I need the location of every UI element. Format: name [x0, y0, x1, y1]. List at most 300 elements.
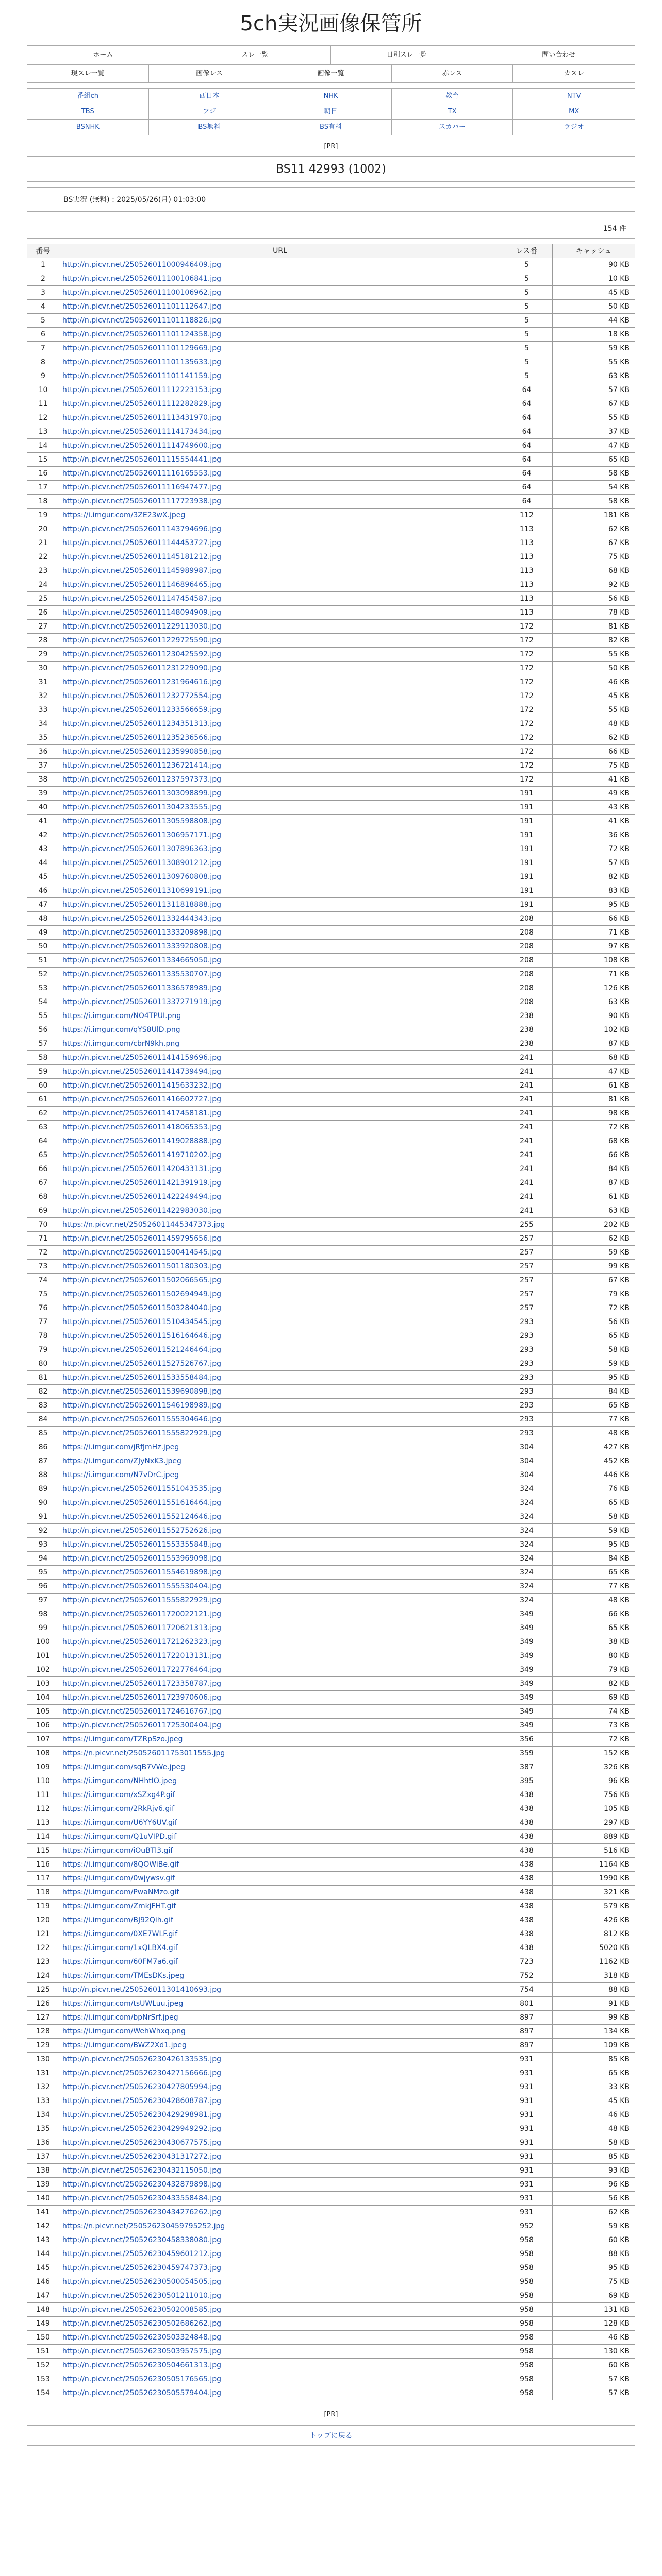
row-number: 6 [27, 328, 59, 342]
image-url-link[interactable]: http://n.picvr.net/250526011116947477.jpg [62, 483, 222, 492]
image-url-link[interactable]: http://n.picvr.net/250526230502686262.jpg [62, 2319, 222, 2328]
row-number: 11 [27, 397, 59, 411]
image-url-link[interactable]: https://i.imgur.com/NHhtIO.jpeg [62, 1777, 177, 1785]
image-url-link[interactable]: http://n.picvr.net/250526011116165553.jpg [62, 469, 222, 478]
res-number: 191 [501, 870, 553, 884]
row-number: 59 [27, 1065, 59, 1079]
image-url-link[interactable]: http://n.picvr.net/250526230428608787.jpg [62, 2097, 222, 2105]
table-row [27, 1691, 635, 1705]
image-url-link[interactable]: http://n.picvr.net/250526011000946409.jpg [62, 261, 222, 269]
image-url-link[interactable]: http://n.picvr.net/250526011720022121.jpg [62, 1610, 222, 1618]
res-number: 304 [501, 1468, 553, 1482]
row-number: 147 [27, 2289, 59, 2303]
url-cell [59, 342, 501, 355]
row-number: 31 [27, 675, 59, 689]
image-url-link[interactable]: https://i.imgur.com/tsUWLuu.jpeg [62, 1999, 184, 2008]
cache-size: 62 KB [553, 522, 635, 536]
image-url-link[interactable]: http://n.picvr.net/250526011231229090.jpg [62, 664, 222, 672]
image-url-link[interactable]: http://n.picvr.net/250526011459795656.jpg [62, 1234, 222, 1243]
image-url-link[interactable]: http://n.picvr.net/250526230459601212.jpg [62, 2250, 222, 2258]
image-url-link[interactable]: http://n.picvr.net/250526011554619898.jpg [62, 1568, 222, 1577]
image-url-link[interactable]: http://n.picvr.net/250526011539690898.jpg [62, 1387, 222, 1396]
image-url-link[interactable]: http://n.picvr.net/250526011117723938.jpg [62, 497, 222, 505]
nav-home[interactable]: ホーム [27, 46, 179, 64]
url-cell [59, 870, 501, 884]
image-url-link[interactable]: http://n.picvr.net/250526011143794696.jpg [62, 525, 222, 533]
image-url-link[interactable]: https://n.picvr.net/250526011753011555.jpg [62, 1749, 225, 1757]
image-table [27, 244, 635, 2400]
res-number: 208 [501, 926, 553, 940]
image-url-link[interactable]: http://n.picvr.net/250526011720621313.jpg [62, 1624, 222, 1632]
table-row [27, 1566, 635, 1580]
image-url-link[interactable]: http://n.picvr.net/250526011416602727.jpg [62, 1095, 222, 1104]
image-url-link[interactable]: https://i.imgur.com/ZJyNxK3.jpeg [62, 1457, 181, 1465]
image-url-link[interactable]: http://n.picvr.net/250526011722776464.jpg [62, 1666, 222, 1674]
image-url-link[interactable]: http://n.picvr.net/250526011527526767.jpg [62, 1360, 222, 1368]
res-number: 257 [501, 1246, 553, 1260]
image-url-link[interactable]: http://n.picvr.net/250526011422249494.jpg [62, 1193, 222, 1201]
res-number: 293 [501, 1315, 553, 1329]
image-url-link[interactable]: http://n.picvr.net/250526011332444343.jpg [62, 914, 222, 923]
image-url-link[interactable]: http://n.picvr.net/250526011333209898.jpg [62, 928, 222, 937]
image-url-link[interactable]: https://i.imgur.com/1xQLBX4.gif [62, 1944, 178, 1952]
row-number: 20 [27, 522, 59, 536]
row-number: 28 [27, 634, 59, 648]
image-url-link[interactable]: http://n.picvr.net/250526230502008585.jpg [62, 2306, 222, 2314]
image-url-link[interactable]: http://n.picvr.net/250526011112282829.jpg [62, 400, 222, 408]
image-url-link[interactable]: https://i.imgur.com/TZRpSzo.jpeg [62, 1735, 183, 1743]
url-cell [59, 2289, 501, 2303]
table-row [27, 2150, 635, 2164]
table-row [27, 1315, 635, 1329]
image-url-link[interactable]: http://n.picvr.net/250526230427805994.jpg [62, 2083, 222, 2091]
image-url-link[interactable]: https://i.imgur.com/jRfJmHz.jpeg [62, 1443, 179, 1451]
image-url-link[interactable]: http://n.picvr.net/250526011333920808.jpg [62, 942, 222, 951]
channel-link[interactable]: BS有料 [270, 120, 392, 135]
image-url-link[interactable]: http://n.picvr.net/250526011420433131.jpg [62, 1165, 222, 1173]
image-url-link[interactable]: http://n.picvr.net/250526011521246464.jpg [62, 1346, 222, 1354]
url-cell [59, 1872, 501, 1886]
image-url-link[interactable]: https://i.imgur.com/ZmkjFHT.gif [62, 1902, 176, 1910]
image-url-link[interactable]: http://n.picvr.net/250526230458338080.jpg [62, 2236, 222, 2244]
image-url-link[interactable]: http://n.picvr.net/250526011147454587.jpg [62, 595, 222, 603]
cache-size: 43 KB [553, 801, 635, 815]
row-number: 2 [27, 272, 59, 286]
res-number: 324 [501, 1538, 553, 1552]
image-url-link[interactable]: https://i.imgur.com/TMEsDKs.jpeg [62, 1972, 185, 1980]
image-url-link[interactable]: https://i.imgur.com/2RkRjv6.gif [62, 1805, 175, 1813]
image-url-link[interactable]: https://n.picvr.net/250526011445347373.jpg [62, 1221, 225, 1229]
table-row [27, 2233, 635, 2247]
table-row [27, 550, 635, 564]
image-url-link[interactable]: http://n.picvr.net/250526230459747373.jpg [62, 2264, 222, 2272]
cache-size: 55 KB [553, 355, 635, 369]
image-url-link[interactable]: http://n.picvr.net/250526011229725590.jpg [62, 636, 222, 645]
image-url-link[interactable]: http://n.picvr.net/250526011533558484.jpg [62, 1374, 222, 1382]
table-row [27, 662, 635, 675]
url-cell [59, 1093, 501, 1107]
res-number: 172 [501, 675, 553, 689]
image-url-link[interactable]: http://n.picvr.net/250526011421391919.jpg [62, 1179, 222, 1187]
image-url-link[interactable]: http://n.picvr.net/250526011307896363.jpg [62, 845, 222, 853]
image-url-link[interactable]: http://n.picvr.net/250526011232772554.jpg [62, 692, 222, 700]
image-url-link[interactable]: http://n.picvr.net/250526011309760808.jpg [62, 873, 222, 881]
res-number: 293 [501, 1329, 553, 1343]
row-number: 69 [27, 1204, 59, 1218]
row-number: 52 [27, 968, 59, 981]
image-url-link[interactable]: https://i.imgur.com/cbrN9kh.png [62, 1040, 180, 1048]
cache-size: 65 KB [553, 2066, 635, 2080]
image-url-link[interactable]: https://i.imgur.com/iOuBTl3.gif [62, 1846, 173, 1855]
nav-thread-list[interactable]: スレ一覧 [179, 46, 332, 64]
cache-size: 56 KB [553, 2192, 635, 2206]
image-url-link[interactable]: http://n.picvr.net/250526011335530707.jpg [62, 970, 222, 978]
row-number: 43 [27, 842, 59, 856]
row-number: 143 [27, 2233, 59, 2247]
row-number: 134 [27, 2108, 59, 2122]
image-url-link[interactable]: http://n.picvr.net/250526011234351313.jpg [62, 720, 222, 728]
image-url-link[interactable]: http://n.picvr.net/250526011502066565.jpg [62, 1276, 222, 1284]
image-url-link[interactable]: https://i.imgur.com/bpNrSrf.jpeg [62, 2013, 178, 2022]
image-url-link[interactable]: http://n.picvr.net/250526011145989987.jpg [62, 567, 222, 575]
image-url-link[interactable]: http://n.picvr.net/250526230503957575.jpg [62, 2347, 222, 2355]
url-cell [59, 759, 501, 773]
table-row [27, 1357, 635, 1371]
image-url-link[interactable]: http://n.picvr.net/250526230501211010.jpg [62, 2292, 222, 2300]
table-row [27, 2066, 635, 2080]
image-url-link[interactable]: http://n.picvr.net/250526011551616464.jpg [62, 1499, 222, 1507]
image-url-link[interactable]: http://n.picvr.net/250526011231964616.jpg [62, 678, 222, 686]
nav-image-res[interactable]: 画像レス [149, 65, 271, 82]
row-number: 149 [27, 2317, 59, 2331]
channel-link[interactable]: TX [392, 104, 514, 120]
url-cell [59, 787, 501, 801]
image-url-link[interactable]: http://n.picvr.net/250526230430677575.jpg [62, 2139, 222, 2147]
image-url-link[interactable]: http://n.picvr.net/250526230505579404.jpg [62, 2389, 222, 2397]
image-url-link[interactable]: http://n.picvr.net/250526011552124646.jpg [62, 1513, 222, 1521]
row-number: 87 [27, 1454, 59, 1468]
url-cell [59, 1315, 501, 1329]
nav-contact[interactable]: 問い合わせ [542, 51, 576, 59]
image-url-link[interactable]: https://i.imgur.com/qYS8UlD.png [62, 1026, 180, 1034]
row-number: 105 [27, 1705, 59, 1719]
image-url-link[interactable]: http://n.picvr.net/250526011311818888.jpg [62, 901, 222, 909]
image-url-link[interactable]: http://n.picvr.net/250526011148094909.jpg [62, 608, 222, 617]
row-number: 44 [27, 856, 59, 870]
image-url-link[interactable]: http://n.picvr.net/250526230504661313.jpg [62, 2361, 222, 2369]
image-url-link[interactable]: http://n.picvr.net/250526011145181212.jpg [62, 553, 222, 561]
image-url-link[interactable]: http://n.picvr.net/250526011101141159.jpg [62, 372, 222, 380]
image-url-link[interactable]: http://n.picvr.net/250526011414739494.jpg [62, 1067, 222, 1076]
image-url-link[interactable]: https://i.imgur.com/0wjywsv.gif [62, 1874, 175, 1883]
channel-link[interactable]: 西日本 [149, 89, 271, 104]
row-number: 74 [27, 1274, 59, 1287]
cache-size: 67 KB [553, 1274, 635, 1287]
image-url-link[interactable]: http://n.picvr.net/250526011101124358.jpg [62, 330, 222, 338]
image-url-link[interactable]: http://n.picvr.net/250526011101129669.jpg [62, 344, 222, 352]
image-url-link[interactable]: http://n.picvr.net/250526230426133535.jpg [62, 2055, 222, 2063]
channel-link[interactable]: MX [513, 104, 635, 120]
table-row [27, 2025, 635, 2039]
image-url-link[interactable]: http://n.picvr.net/250526011502694949.jpg [62, 1290, 222, 1298]
image-url-link[interactable]: http://n.picvr.net/250526011555822929.jpg [62, 1596, 222, 1604]
image-url-link[interactable]: http://n.picvr.net/250526011114173434.jpg [62, 428, 222, 436]
image-url-link[interactable]: http://n.picvr.net/250526011115554441.jpg [62, 455, 222, 464]
image-url-link[interactable]: http://n.picvr.net/250526011113431970.jpg [62, 414, 222, 422]
image-url-link[interactable]: http://n.picvr.net/250526011500414545.jpg [62, 1248, 222, 1257]
image-url-link[interactable]: http://n.picvr.net/250526011417458181.jpg [62, 1109, 222, 1117]
url-cell [59, 1274, 501, 1287]
image-url-link[interactable]: http://n.picvr.net/250526230432879898.jpg [62, 2180, 222, 2189]
image-url-link[interactable]: http://n.picvr.net/250526011144453727.jpg [62, 539, 222, 547]
image-url-link[interactable]: http://n.picvr.net/250526011334665050.jpg [62, 956, 222, 964]
table-row [27, 2219, 635, 2233]
res-number: 438 [501, 1802, 553, 1816]
image-url-link[interactable]: http://n.picvr.net/250526230433558484.jpg [62, 2194, 222, 2202]
url-cell [59, 1357, 501, 1371]
channel-link[interactable]: BS無料 [149, 120, 271, 135]
image-url-link[interactable]: http://n.picvr.net/250526230434276262.jpg [62, 2208, 222, 2216]
url-cell [59, 286, 501, 300]
image-url-link[interactable]: http://n.picvr.net/250526011305598808.jpg [62, 817, 222, 825]
image-url-link[interactable]: http://n.picvr.net/250526011553355848.jpg [62, 1540, 222, 1549]
image-url-link[interactable]: http://n.picvr.net/250526011230425592.jpg [62, 650, 222, 658]
image-url-link[interactable]: http://n.picvr.net/250526011233566659.jpg [62, 706, 222, 714]
url-cell [59, 2386, 501, 2400]
image-url-link[interactable]: https://n.picvr.net/250526230459795252.jpg [62, 2222, 225, 2230]
row-number: 106 [27, 1719, 59, 1733]
url-cell [59, 1941, 501, 1955]
row-number: 34 [27, 717, 59, 731]
image-url-link[interactable]: http://n.picvr.net/250526011310699191.jpg [62, 887, 222, 895]
image-url-link[interactable]: http://n.picvr.net/250526011510434545.jpg [62, 1318, 222, 1326]
res-number: 958 [501, 2359, 553, 2372]
image-url-link[interactable]: http://n.picvr.net/250526011100106841.jpg [62, 275, 222, 283]
res-number: 113 [501, 578, 553, 592]
cache-size: 88 KB [553, 2247, 635, 2261]
table-row [27, 2011, 635, 2025]
image-url-link[interactable]: http://n.picvr.net/250526011146896465.jpg [62, 581, 222, 589]
table-row [27, 1900, 635, 1913]
image-url-link[interactable]: https://i.imgur.com/0XE7WLF.gif [62, 1930, 178, 1938]
image-url-link[interactable]: http://n.picvr.net/250526011235236566.jpg [62, 734, 222, 742]
image-url-link[interactable]: http://n.picvr.net/250526011337271919.jpg [62, 998, 222, 1006]
image-url-link[interactable]: http://n.picvr.net/250526230500054505.jpg [62, 2278, 222, 2286]
channel-link[interactable]: ラジオ [564, 123, 584, 131]
sub-navigation [27, 65, 635, 83]
image-url-link[interactable]: http://n.picvr.net/250526011555304646.jpg [62, 1415, 222, 1423]
row-number: 125 [27, 1983, 59, 1997]
image-url-link[interactable]: https://i.imgur.com/BWZ2Xd1.jpeg [62, 2041, 187, 2049]
url-cell [59, 1176, 501, 1190]
table-row [27, 342, 635, 355]
channel-link[interactable]: BSNHK [27, 120, 149, 135]
channel-link[interactable]: NHK [270, 89, 392, 104]
cache-size: 44 KB [553, 314, 635, 328]
table-row [27, 258, 635, 272]
channel-link[interactable]: スカパー [392, 120, 514, 135]
image-url-link[interactable]: http://n.picvr.net/250526011501180303.jpg [62, 1262, 222, 1270]
image-url-link[interactable]: https://i.imgur.com/U6YY6UV.gif [62, 1819, 177, 1827]
image-url-link[interactable]: https://i.imgur.com/8QOWiBe.gif [62, 1860, 179, 1869]
table-row [27, 815, 635, 828]
image-url-link[interactable]: http://n.picvr.net/250526011101112647.jpg [62, 302, 222, 311]
cache-size: 426 KB [553, 1913, 635, 1927]
image-url-link[interactable]: http://n.picvr.net/250526011721262323.jpg [62, 1638, 222, 1646]
url-cell [59, 1162, 501, 1176]
cache-size: 46 KB [553, 2331, 635, 2345]
cache-size: 516 KB [553, 1844, 635, 1858]
image-url-link[interactable]: http://n.picvr.net/250526011235990858.jpg [62, 748, 222, 756]
res-number: 64 [501, 397, 553, 411]
image-url-link[interactable]: https://i.imgur.com/NO4TPUI.png [62, 1012, 181, 1020]
image-url-link[interactable]: http://n.picvr.net/250526011723358787.jpg [62, 1680, 222, 1688]
footer-pr-label: [PR] [324, 2411, 338, 2418]
channel-link[interactable]: 教育 [392, 89, 514, 104]
table-row [27, 954, 635, 968]
image-url-link[interactable]: http://n.picvr.net/250526230427156666.jpg [62, 2069, 222, 2077]
cache-size: 889 KB [553, 1830, 635, 1844]
channel-link[interactable]: 朝日 [270, 104, 392, 120]
image-url-link[interactable]: http://n.picvr.net/250526011112223153.jpg [62, 386, 222, 394]
image-url-link[interactable]: http://n.picvr.net/250526011100106962.jpg [62, 289, 222, 297]
image-url-link[interactable]: http://n.picvr.net/250526011555530404.jpg [62, 1582, 222, 1590]
channel-link[interactable]: NTV [513, 89, 635, 104]
channel-link[interactable]: TBS [27, 104, 149, 120]
nav-current-threads[interactable]: 現スレ一覧 [27, 65, 149, 82]
nav-daily-thread-list[interactable]: 日別スレ一覧 [331, 46, 483, 64]
image-url-link[interactable]: http://n.picvr.net/250526230503324848.jpg [62, 2333, 222, 2342]
image-url-link[interactable]: https://i.imgur.com/sqB7VWe.jpeg [62, 1763, 185, 1771]
image-url-link[interactable]: http://n.picvr.net/250526011723970606.jpg [62, 1693, 222, 1702]
image-url-link[interactable]: http://n.picvr.net/250526011422983030.jpg [62, 1207, 222, 1215]
image-url-link[interactable]: http://n.picvr.net/250526011237597373.jpg [62, 775, 222, 784]
image-url-link[interactable]: http://n.picvr.net/250526011503284040.jpg [62, 1304, 222, 1312]
cache-size: 756 KB [553, 1788, 635, 1802]
image-url-link[interactable]: http://n.picvr.net/250526011553969098.jpg [62, 1554, 222, 1563]
image-url-link[interactable]: http://n.picvr.net/250526230429949292.jpg [62, 2125, 222, 2133]
cache-size: 95 KB [553, 1538, 635, 1552]
image-url-link[interactable]: http://n.picvr.net/250526011546198989.jpg [62, 1401, 222, 1410]
res-number: 438 [501, 1872, 553, 1886]
image-url-link[interactable]: http://n.picvr.net/250526230432115050.jpg [62, 2166, 222, 2175]
image-url-link[interactable]: http://n.picvr.net/250526011419028888.jpg [62, 1137, 222, 1145]
table-row [27, 689, 635, 703]
image-url-link[interactable]: http://n.picvr.net/250526230505176565.jpg [62, 2375, 222, 2383]
row-number: 136 [27, 2136, 59, 2150]
table-row [27, 828, 635, 842]
res-number: 113 [501, 550, 553, 564]
table-row [27, 1816, 635, 1830]
image-url-link[interactable]: http://n.picvr.net/250526011101135633.jpg [62, 358, 222, 366]
row-number: 53 [27, 981, 59, 995]
image-url-link[interactable]: http://n.picvr.net/250526011418065353.jpg [62, 1123, 222, 1131]
image-url-link[interactable]: https://i.imgur.com/BJ92Qih.gif [62, 1916, 173, 1924]
table-row [27, 2289, 635, 2303]
nav-kasure[interactable]: カスレ [564, 70, 584, 77]
row-number: 150 [27, 2331, 59, 2345]
cache-size: 130 KB [553, 2345, 635, 2359]
image-url-link[interactable]: https://i.imgur.com/3ZE23wX.jpeg [62, 511, 186, 519]
image-url-link[interactable]: http://n.picvr.net/250526011415633232.jpg [62, 1081, 222, 1090]
back-to-top-link[interactable]: トップに戻る [309, 2432, 353, 2440]
table-row [27, 801, 635, 815]
nav-image-list[interactable]: 画像一覧 [270, 65, 392, 82]
image-url-link[interactable]: http://n.picvr.net/250526011114749600.jpg [62, 442, 222, 450]
image-url-link[interactable]: http://n.picvr.net/250526011308901212.jpg [62, 859, 222, 867]
url-cell [59, 1079, 501, 1093]
image-url-link[interactable]: http://n.picvr.net/250526230431317272.jpg [62, 2153, 222, 2161]
image-url-link[interactable]: https://i.imgur.com/WehWhxq.png [62, 2027, 186, 2036]
row-number: 57 [27, 1037, 59, 1051]
row-number: 128 [27, 2025, 59, 2039]
res-number: 5 [501, 300, 553, 314]
image-url-link[interactable]: http://n.picvr.net/250526011552752626.jpg [62, 1527, 222, 1535]
image-url-link[interactable]: http://n.picvr.net/250526011725300404.jpg [62, 1721, 222, 1730]
image-url-link[interactable]: http://n.picvr.net/250526011419710202.jpg [62, 1151, 222, 1159]
image-url-link[interactable]: http://n.picvr.net/250526011229113030.jpg [62, 622, 222, 631]
image-url-link[interactable]: http://n.picvr.net/250526011306957171.jpg [62, 831, 222, 839]
table-row [27, 467, 635, 481]
url-cell [59, 2206, 501, 2219]
image-url-link[interactable]: http://n.picvr.net/250526011516164646.jpg [62, 1332, 222, 1340]
channel-link[interactable]: 番組ch [27, 89, 149, 104]
image-url-link[interactable]: http://n.picvr.net/250526011551043535.jpg [62, 1485, 222, 1493]
cache-size: 75 KB [553, 2275, 635, 2289]
url-cell [59, 620, 501, 634]
url-cell [59, 1607, 501, 1621]
image-url-link[interactable]: https://i.imgur.com/N7vDrC.jpeg [62, 1471, 179, 1479]
url-cell [59, 1121, 501, 1134]
row-number: 36 [27, 745, 59, 759]
image-url-link[interactable]: http://n.picvr.net/250526011336578989.jpg [62, 984, 222, 992]
image-url-link[interactable]: https://i.imgur.com/Q1uVIPD.gif [62, 1833, 177, 1841]
image-url-link[interactable]: http://n.picvr.net/250526011301410693.jpg [62, 1986, 222, 1994]
row-number: 67 [27, 1176, 59, 1190]
image-url-link[interactable]: http://n.picvr.net/250526011555822929.jpg [62, 1429, 222, 1437]
image-url-link[interactable]: http://n.picvr.net/250526011303098899.jpg [62, 789, 222, 798]
row-number: 30 [27, 662, 59, 675]
image-url-link[interactable]: http://n.picvr.net/250526011414159696.jpg [62, 1054, 222, 1062]
image-url-link[interactable]: http://n.picvr.net/250526011236721414.jpg [62, 761, 222, 770]
url-cell [59, 1232, 501, 1246]
res-number: 64 [501, 439, 553, 453]
image-url-link[interactable]: https://i.imgur.com/PwaNMzo.gif [62, 1888, 179, 1896]
pr-label: [PR] [324, 143, 338, 150]
channel-link[interactable]: フジ [149, 104, 271, 120]
image-url-link[interactable]: http://n.picvr.net/250526011304233555.jpg [62, 803, 222, 811]
res-number: 113 [501, 564, 553, 578]
table-row [27, 1065, 635, 1079]
row-number: 102 [27, 1663, 59, 1677]
image-url-link[interactable]: http://n.picvr.net/250526230429298981.jpg [62, 2111, 222, 2119]
site-title[interactable]: 5ch実況画像保管所 [240, 12, 422, 36]
cache-size: 66 KB [553, 1607, 635, 1621]
row-number: 24 [27, 578, 59, 592]
image-url-link[interactable]: https://i.imgur.com/60FM7a6.gif [62, 1958, 178, 1966]
image-url-link[interactable]: http://n.picvr.net/250526011724616767.jpg [62, 1707, 222, 1716]
cache-size: 297 KB [553, 1816, 635, 1830]
cache-size: 131 KB [553, 2303, 635, 2317]
res-number: 931 [501, 2066, 553, 2080]
nav-red-res[interactable]: 赤レス [392, 65, 514, 82]
url-cell [59, 397, 501, 411]
cache-size: 58 KB [553, 495, 635, 509]
image-url-link[interactable]: http://n.picvr.net/250526011722013131.jpg [62, 1652, 222, 1660]
image-url-link[interactable]: http://n.picvr.net/250526011101118826.jpg [62, 316, 222, 325]
image-url-link[interactable]: https://i.imgur.com/xSZxg4P.gif [62, 1791, 175, 1799]
row-number: 145 [27, 2261, 59, 2275]
